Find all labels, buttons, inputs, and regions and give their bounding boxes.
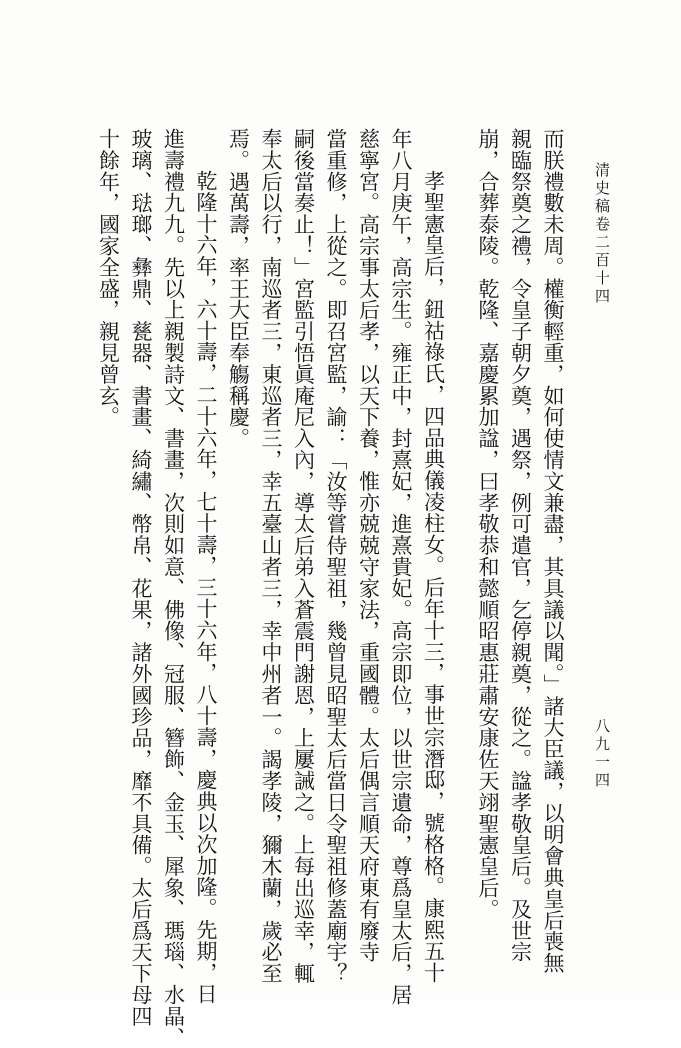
text-column: 慈寧宮。高宗事太后孝，以天下養，惟亦兢兢守家法，重國體。太后偶言順天府東有廢寺: [356, 128, 381, 963]
page-number: 八九一四: [593, 718, 611, 790]
text-column: 而朕禮數未周。權衡輕重，如何使情文兼盡，其具議以聞。」諸大臣議，以明會典皇后喪無: [541, 128, 565, 974]
main-text: [92, 128, 569, 1048]
text-column: 十餘年，國家全盛，親見曾玄。: [96, 128, 121, 428]
text-column: 奉太后以行，南巡者三，東巡者三，幸五臺山者三，幸中州者一。謁孝陵，獮木蘭，歲必至: [259, 128, 283, 984]
text-column: 親臨祭奠之禮，令皇子朝夕奠，遇祭，例可遣官，乞停親奠，從之。諡孝敬皇后。及世宗: [508, 128, 533, 963]
book-title-header: 清史稿卷二百十四: [593, 162, 611, 306]
text-column: 崩，合葬泰陵。乾隆、嘉慶累加諡，曰孝敬恭和懿順昭惠莊肅安康佐天翊聖憲皇后。: [476, 128, 500, 920]
text-column: 當重修，上從之。即召宮監，諭：「汝等嘗侍聖祖，幾曾見昭聖太后當日令聖祖修蓋廟宇？: [324, 128, 348, 984]
text-column: 孝聖憲皇后，鈕祜祿氏，四品典儀凌柱女。后年十三，事世宗潛邸，號格格。康熙五十: [421, 170, 446, 984]
text-column: 嗣後當奏止！」宮監引悟眞庵尼入內，導太后弟入蒼震門謝恩，上屢誡之。上每出巡幸，輒: [291, 128, 316, 984]
text-column: 玻璃、琺瑯、彝鼎、甆器、書畫、綺繡、幣帛、花果，諸外國珍品，靡不具備。太后爲天下母四: [129, 128, 153, 1027]
text-column: 進壽禮九九。先以上親製詩文、書畫，次則如意、佛像、冠服、簪飾、金玉、犀象、瑪瑙、水晶、: [161, 128, 186, 1048]
text-column: 年八月庚午，高宗生。雍正中，封熹妃，進熹貴妃。高宗即位，以世宗遺命，尊爲皇太后，居: [389, 128, 413, 1006]
section-gap: [450, 128, 472, 928]
text-column: 焉。遇萬壽，率王大臣奉觴稱慶。: [226, 128, 251, 449]
text-column: 乾隆十六年，六十壽，二十六年，七十壽，三十六年，八十壽，慶典以次加隆。先期，日: [194, 170, 218, 1005]
